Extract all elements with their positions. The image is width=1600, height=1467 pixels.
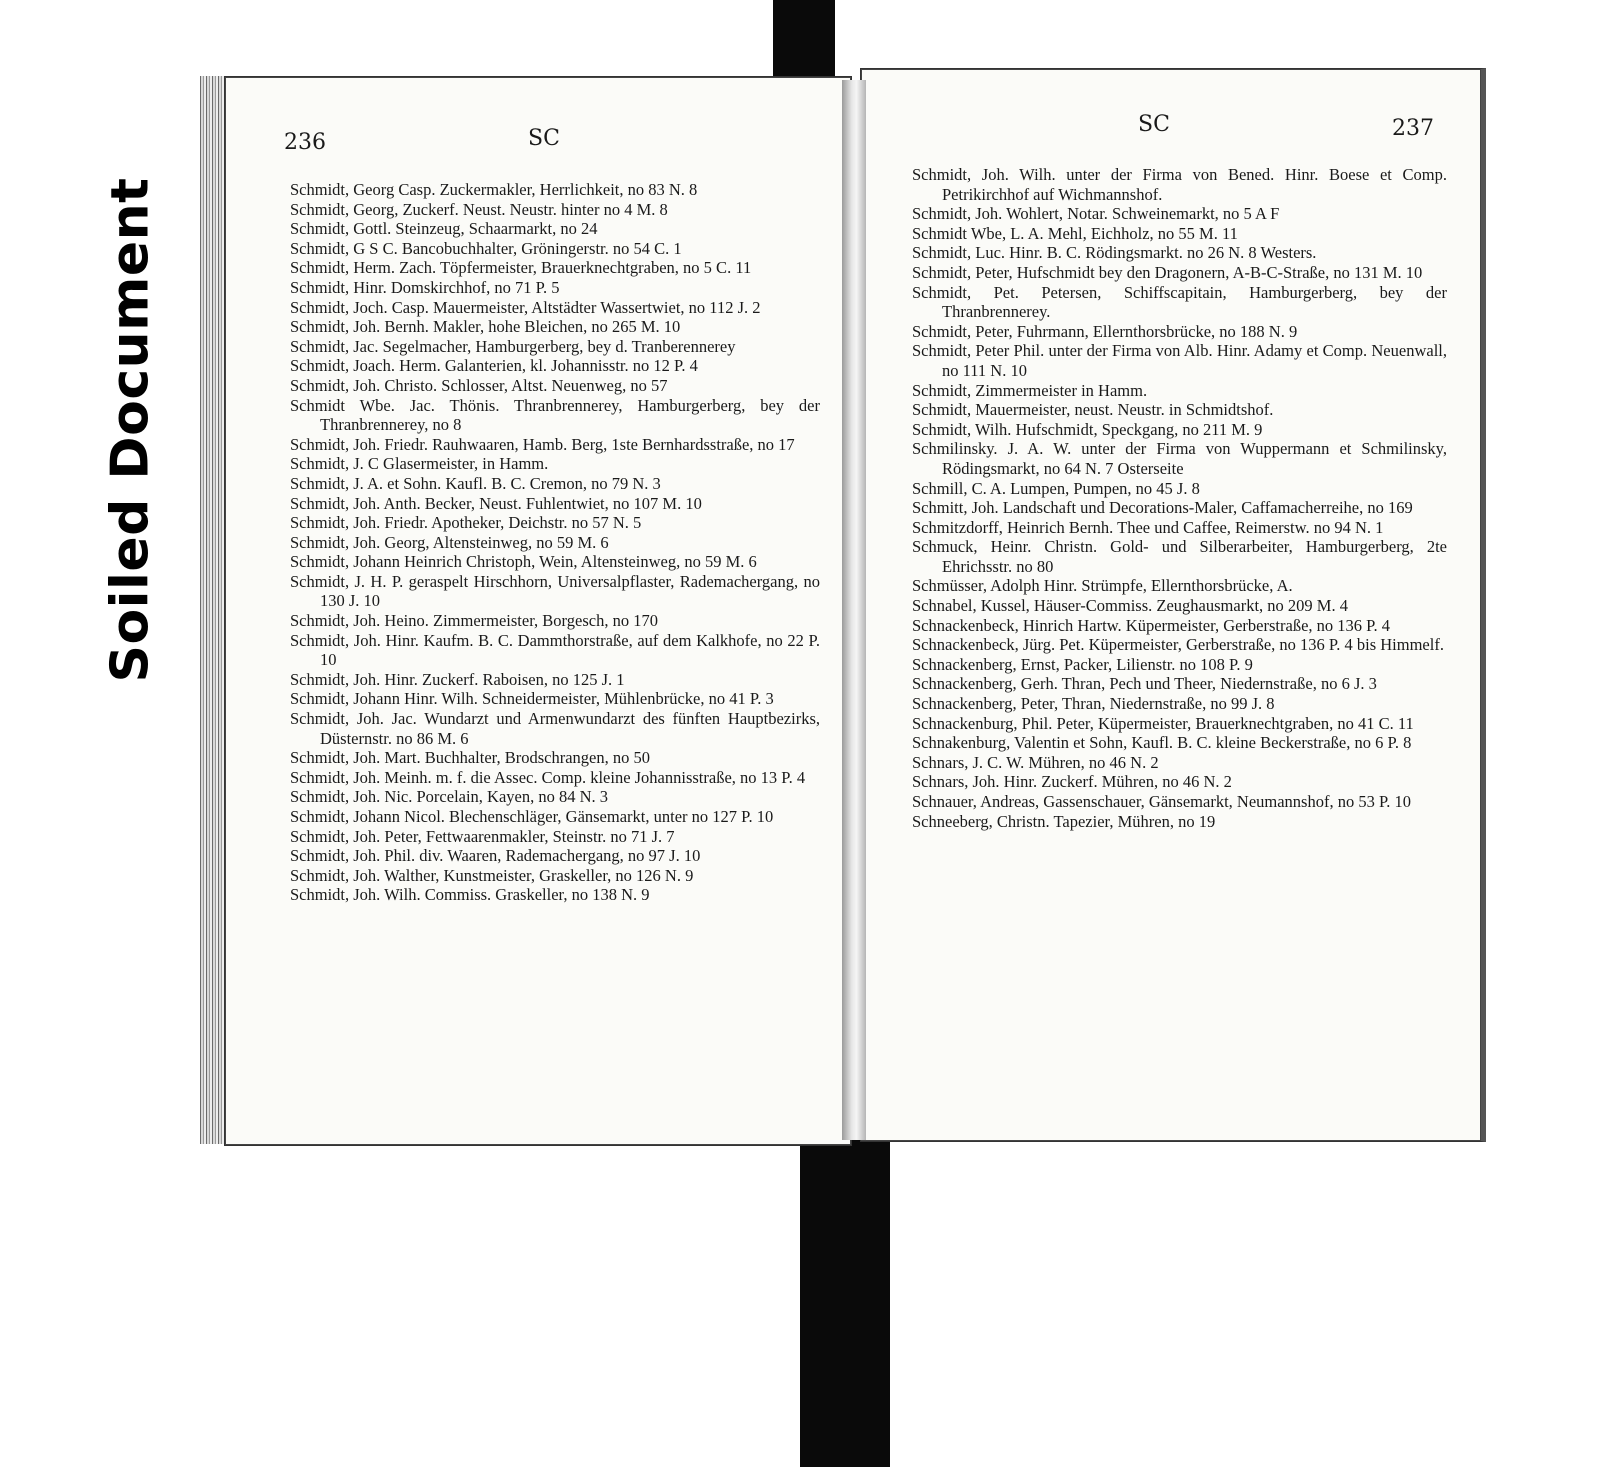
directory-entry: Schnabel, Kussel, Häuser-Commiss. Zeughausmarkt, no 209 M. 4 <box>912 596 1348 616</box>
directory-entry: Schmidt, Joach. Herm. Galanterien, kl. Johannisstr. no 12 P. 4 <box>290 356 698 376</box>
directory-entry: Schmidt, Zimmermeister in Hamm. <box>912 380 1148 400</box>
directory-entry: Schmidt, Peter, Fuhrmann, Ellernthorsbrücke, no 188 N. 9 <box>912 321 1298 341</box>
directory-entry: Schmidt, Joh. Wilh. Commiss. Graskeller, no 138 N. 9 <box>290 885 650 905</box>
directory-entry: Schnakenburg, Valentin et Sohn, Kaufl. B. C. kleine Beckerstraße, no 6 P. 8 <box>912 733 1412 753</box>
directory-entry: Schmidt, J. C Glasermeister, in Hamm. <box>290 454 549 474</box>
directory-entry: Schmidt, Gottl. Steinzeug, Schaarmarkt, no 24 <box>290 219 598 239</box>
directory-entry: Schnauer, Andreas, Gassenschauer, Gänsemarkt, Neumannshof, no 53 P. 10 <box>912 792 1412 811</box>
directory-entry: Schmidt, Joh. Friedr. Rauhwaaren, Hamb. Berg, 1ste Bernhardsstraße, no 17 <box>290 434 795 454</box>
directory-entry: Schmidt, Hinr. Domskirchhof, no 71 P. 5 <box>290 277 560 297</box>
directory-entry: Schneeberg, Christn. Tapezier, Mühren, no 19 <box>912 811 1216 831</box>
directory-entry: Schnackenberg, Peter, Thran, Niedernstraße, no 99 J. 8 <box>912 694 1275 714</box>
directory-entry: Schmidt, Herm. Zach. Töpfermeister, Brauerknechtgraben, no 5 C. 11 <box>290 258 752 278</box>
directory-entry: Schnars, J. C. W. Mühren, no 46 N. 2 <box>912 752 1159 772</box>
directory-entry: Schmidt, G S C. Bancobuchhalter, Gröningerstr. no 54 C. 1 <box>290 238 682 258</box>
right-directory-entries <box>912 165 1447 831</box>
right-running-head: SC <box>1138 112 1170 137</box>
soiled-document-stamp <box>40 177 220 683</box>
directory-entry: Schmidt, Joh. Friedr. Apotheker, Deichstr. no 57 N. 5 <box>290 513 642 533</box>
stamp-label: Soiled Document <box>100 177 161 683</box>
directory-entry: Schmidt, Joh. Phil. div. Waaren, Rademachergang, no 97 J. 10 <box>290 846 701 866</box>
directory-entry: Schmidt, Peter Phil. unter der Firma von Alb. Hinr. Adamy et Comp. Neuenwall, no 111 N. 10 <box>912 341 1447 380</box>
directory-entry: Schmidt, J. A. et Sohn. Kaufl. B. C. Cremon, no 79 N. 3 <box>290 473 661 493</box>
directory-entry: Schmitzdorff, Heinrich Bernh. Thee und Caffee, Reimerstw. no 94 N. 1 <box>912 517 1384 537</box>
directory-entry: Schmidt Wbe. Jac. Thönis. Thranbrennerey, Hamburgerberg, bey der Thranbrennerey, no 8 <box>290 395 820 435</box>
directory-entry: Schmidt, Wilh. Hufschmidt, Speckgang, no 211 M. 9 <box>912 419 1263 439</box>
directory-entry: Schmidt, Joh. Walther, Kunstmeister, Graskeller, no 126 N. 9 <box>290 865 694 885</box>
directory-entry: Schmidt, Joh. Wohlert, Notar. Schweinemarkt, no 5 A F <box>912 204 1280 224</box>
directory-entry: Schmidt, Joh. Jac. Wundarzt und Armenwundarzt des fünften Hauptbezirks, Düsternstr. no 86 M. 6 <box>290 709 820 748</box>
directory-entry: Schmidt, Joh. Hinr. Kaufm. B. C. Dammthorstraße, auf dem Kalkhofe, no 22 P. 10 <box>290 630 820 670</box>
directory-entry: Schmidt, Johann Hinr. Wilh. Schneidermeister, Mühlenbrücke, no 41 P. 3 <box>290 689 774 709</box>
left-directory-entries <box>290 180 820 905</box>
directory-entry: Schnars, Joh. Hinr. Zuckerf. Mühren, no 46 N. 2 <box>912 772 1232 792</box>
directory-entry: Schnackenbeck, Jürg. Pet. Küpermeister, Gerberstraße, no 136 P. 4 bis Himmelf. <box>912 635 1444 655</box>
directory-entry: Schmidt, J. H. P. geraspelt Hirschhorn, Universalpflaster, Rademachergang, no 130 J. 10 <box>290 571 820 611</box>
left-page-number: 236 <box>284 130 326 155</box>
left-running-head: SC <box>528 126 560 151</box>
right-page-number: 237 <box>1392 116 1434 141</box>
directory-entry: Schmidt, Joh. Hinr. Zuckerf. Raboisen, no 125 J. 1 <box>290 669 625 689</box>
directory-entry: Schnackenberg, Ernst, Packer, Lilienstr. no 108 P. 9 <box>912 654 1253 674</box>
directory-entry: Schmidt, Jac. Segelmacher, Hamburgerberg, bey d. Tranberennerey <box>290 336 736 356</box>
directory-entry: Schmidt, Georg Casp. Zuckermakler, Herrlichkeit, no 83 N. 8 <box>290 180 698 199</box>
binding-strap-bottom <box>800 1120 890 1467</box>
directory-entry: Schmidt, Joh. Heino. Zimmermeister, Borgesch, no 170 <box>290 611 658 631</box>
binding-strap-top <box>773 0 835 82</box>
directory-entry: Schmilinsky. J. A. W. unter der Firma von Wuppermann et Schmilinsky, Rödingsmarkt, no 64 N. 7 Osterseite <box>912 439 1447 478</box>
directory-entry: Schmitt, Joh. Landschaft und Decorations-Maler, Caffamacherreihe, no 169 <box>912 498 1413 518</box>
directory-entry: Schmidt, Joh. Christo. Schlosser, Altst. Neuenweg, no 57 <box>290 375 668 395</box>
directory-entry: Schnackenburg, Phil. Peter, Küpermeister, Brauerknechtgraben, no 41 C. 11 <box>912 713 1414 733</box>
directory-entry: Schmüsser, Adolph Hinr. Strümpfe, Ellernthorsbrücke, A. <box>912 576 1293 596</box>
book-gutter <box>842 80 866 1140</box>
directory-entry: Schmill, C. A. Lumpen, Pumpen, no 45 J. 8 <box>912 478 1200 498</box>
directory-entry: Schmidt, Mauermeister, neust. Neustr. in Schmidtshof. <box>912 400 1274 420</box>
directory-entry: Schmidt, Joh. Meinh. m. f. die Assec. Comp. kleine Johannisstraße, no 13 P. 4 <box>290 767 806 787</box>
directory-entry: Schmidt, Joh. Anth. Becker, Neust. Fuhlentwiet, no 107 M. 10 <box>290 493 702 513</box>
directory-entry: Schmidt Wbe, L. A. Mehl, Eichholz, no 55 M. 11 <box>912 223 1238 243</box>
directory-entry: Schmuck, Heinr. Christn. Gold- und Silberarbeiter, Hamburgerberg, 2te Ehrichsstr. no 80 <box>912 537 1447 576</box>
directory-entry: Schmidt, Joh. Wilh. unter der Firma von Bened. Hinr. Boese et Comp. Petrikirchhof auf Wichmannshof. <box>912 165 1447 204</box>
directory-entry: Schmidt, Peter, Hufschmidt bey den Dragonern, A-B-C-Straße, no 131 M. 10 <box>912 262 1423 282</box>
directory-entry: Schmidt, Joch. Casp. Mauermeister, Altstädter Wassertwiet, no 112 J. 2 <box>290 297 761 317</box>
directory-entry: Schmidt, Joh. Peter, Fettwaarenmakler, Steinstr. no 71 J. 7 <box>290 826 675 846</box>
directory-entry: Schmidt, Luc. Hinr. B. C. Rödingsmarkt. no 26 N. 8 Westers. <box>912 243 1317 263</box>
directory-entry: Schmidt, Joh. Nic. Porcelain, Kayen, no 84 N. 3 <box>290 787 609 807</box>
directory-entry: Schmidt, Joh. Georg, Altensteinweg, no 59 M. 6 <box>290 532 609 552</box>
directory-entry: Schmidt, Joh. Mart. Buchhalter, Brodschrangen, no 50 <box>290 748 650 768</box>
directory-entry: Schmidt, Johann Heinrich Christoph, Wein, Altensteinweg, no 59 M. 6 <box>290 552 757 572</box>
directory-entry: Schmidt, Johann Nicol. Blechenschläger, Gänsemarkt, unter no 127 P. 10 <box>290 807 774 826</box>
directory-entry: Schmidt, Pet. Petersen, Schiffscapitain, Hamburgerberg, bey der Thranbrennerey. <box>912 282 1447 322</box>
directory-entry: Schnackenberg, Gerh. Thran, Pech und Theer, Niedernstraße, no 6 J. 3 <box>912 674 1377 694</box>
directory-entry: Schnackenbeck, Hinrich Hartw. Küpermeister, Gerberstraße, no 136 P. 4 <box>912 615 1390 635</box>
directory-entry: Schmidt, Joh. Bernh. Makler, hohe Bleichen, no 265 M. 10 <box>290 317 681 337</box>
directory-entry: Schmidt, Georg, Zuckerf. Neust. Neustr. hinter no 4 M. 8 <box>290 199 668 219</box>
